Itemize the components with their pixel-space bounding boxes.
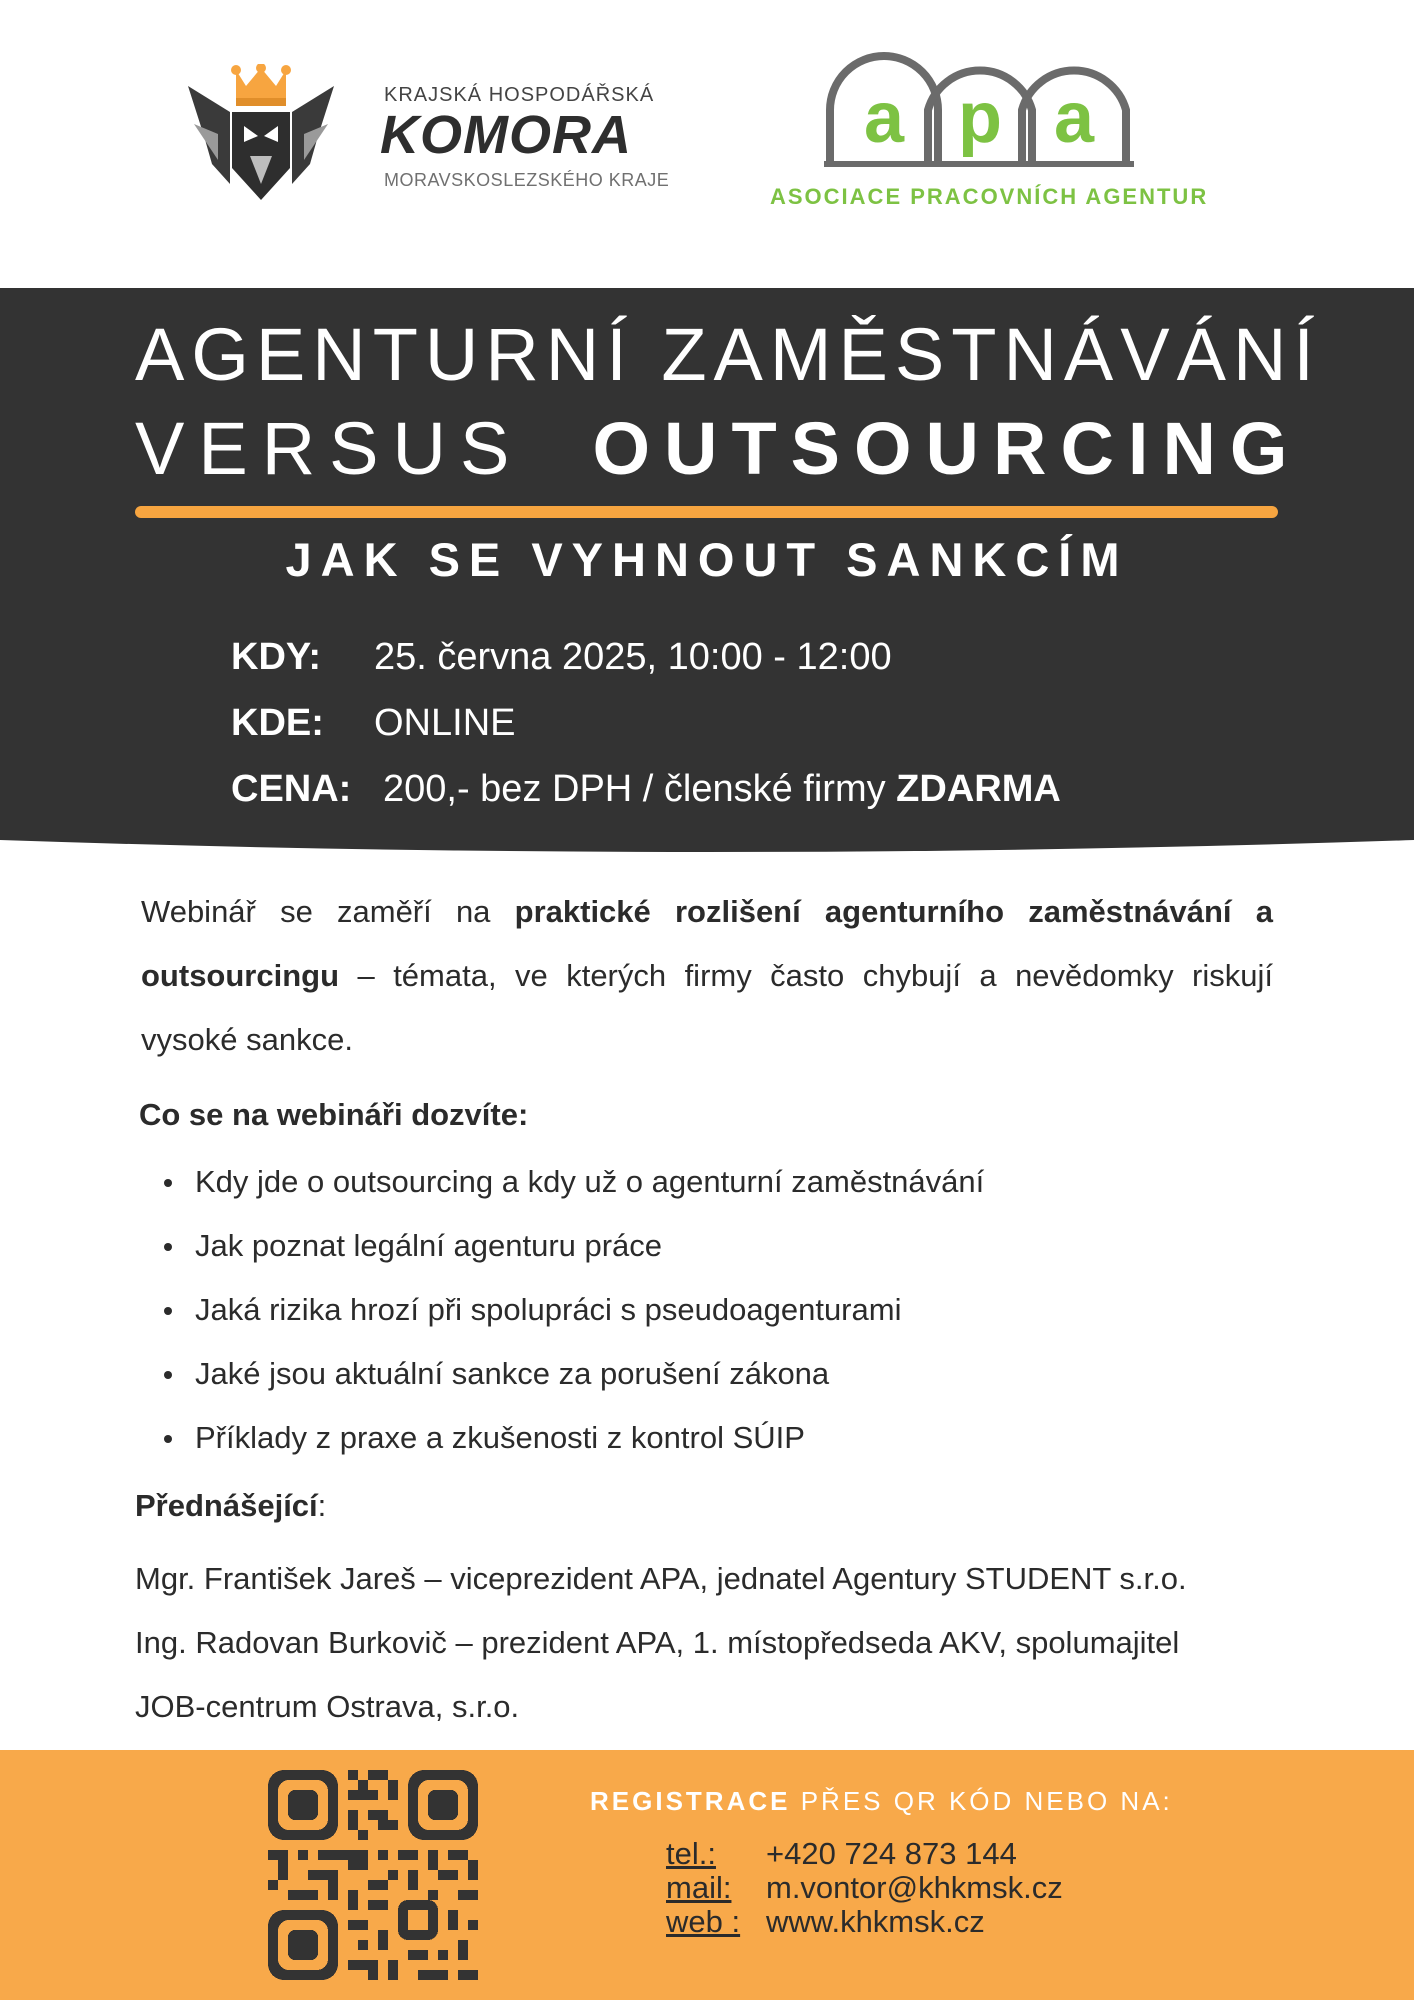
learn-item: Jaká rizika hrozí při spolupráci s pseudoagenturami [160, 1278, 1260, 1342]
place-label: KDE: [231, 702, 324, 744]
email-value[interactable]: m.vontor@khkmsk.cz [766, 1870, 1063, 1905]
event-date [231, 636, 892, 679]
speaker-line: Ing. Radovan Burkovič – prezident APA, 1. místopředseda AKV, spolumajitel [135, 1625, 1180, 1660]
hero-banner [0, 288, 1414, 858]
intro-suffix: – témata, ve kterých firmy často chybují a nevědomky riskují vysoké sankce. [141, 958, 1273, 1057]
learn-item: Příklady z praxe a zkušenosti z kontrol SÚIP [160, 1406, 1260, 1470]
title-divider [135, 506, 1278, 518]
khk-logo [188, 64, 668, 204]
qr-code-icon[interactable] [268, 1770, 478, 1980]
title-line1: AGENTURNÍ ZAMĚSTNÁVÁNÍ [135, 313, 1321, 396]
price-value: 200,- bez DPH / členské firmy [383, 768, 886, 810]
speakers-heading: Přednášející: [135, 1488, 327, 1523]
khk-emblem-icon [188, 64, 334, 204]
date-value: 25. června 2025, 10:00 - 12:00 [374, 636, 892, 678]
learn-item: Jak poznat legální agenturu práce [160, 1214, 1260, 1278]
contact-web[interactable] [666, 1904, 985, 1940]
speaker-line: JOB-centrum Ostrava, s.r.o. [135, 1689, 520, 1724]
khk-line2: KOMORA [380, 105, 632, 165]
price-label: CENA: [231, 768, 352, 810]
khk-line3: MORAVSKOSLEZSKÉHO KRAJE [384, 170, 670, 190]
apa-subtitle: ASOCIACE PRACOVNÍCH AGENTUR [770, 184, 1209, 209]
logo-header [0, 0, 1414, 288]
place-value: ONLINE [374, 702, 516, 744]
title-versus: VERSUS [135, 407, 524, 490]
price-free: ZDARMA [896, 768, 1061, 810]
contact-email[interactable] [666, 1870, 1063, 1906]
khk-line1: KRAJSKÁ HOSPODÁŘSKÁ [384, 84, 655, 106]
learn-item: Kdy jde o outsourcing a kdy už o agenturní zaměstnávání [160, 1150, 1260, 1214]
intro-prefix: Webinář se zaměří na [141, 894, 491, 929]
web-value[interactable]: www.khkmsk.cz [766, 1904, 985, 1939]
registration-footer [0, 1750, 1414, 2000]
registration-rest: PŘES QR KÓD NEBO NA: [800, 1786, 1173, 1816]
learn-item: Jaké jsou aktuální sankce za porušení zákona [160, 1342, 1260, 1406]
event-price [231, 768, 1061, 811]
contact-phone[interactable] [666, 1836, 1017, 1872]
registration-bold: REGISTRACE [590, 1786, 791, 1816]
intro-bold: praktické rozlišení agenturního zaměstnávání a outsourcingu [141, 894, 1273, 993]
phone-label: tel.: [666, 1836, 716, 1871]
apa-letter-3: a [1053, 78, 1095, 158]
speakers-heading-text: Přednášející [135, 1488, 318, 1523]
apa-logo [760, 50, 1209, 220]
learn-heading: Co se na webináři dozvíte: [139, 1097, 529, 1132]
title-outsourcing: OUTSOURCING [592, 407, 1302, 490]
phone-value[interactable]: +420 724 873 144 [766, 1836, 1017, 1871]
date-label: KDY: [231, 636, 322, 678]
intro-paragraph [141, 880, 1273, 1072]
apa-letter-2: p [958, 78, 1002, 158]
email-label: mail: [666, 1870, 732, 1905]
apa-letter-1: a [863, 78, 905, 158]
event-place [231, 702, 515, 745]
apa-emblem-icon [824, 50, 1134, 170]
speaker-line: Mgr. František Jareš – viceprezident APA, jednatel Agentury STUDENT s.r.o. [135, 1561, 1187, 1596]
hero-subtitle: JAK SE VYHNOUT SANKCÍM [285, 533, 1129, 586]
learn-list [160, 1150, 1260, 1470]
web-label: web : [666, 1904, 741, 1939]
registration-heading [590, 1786, 1173, 1817]
title-line2 [135, 407, 1302, 490]
